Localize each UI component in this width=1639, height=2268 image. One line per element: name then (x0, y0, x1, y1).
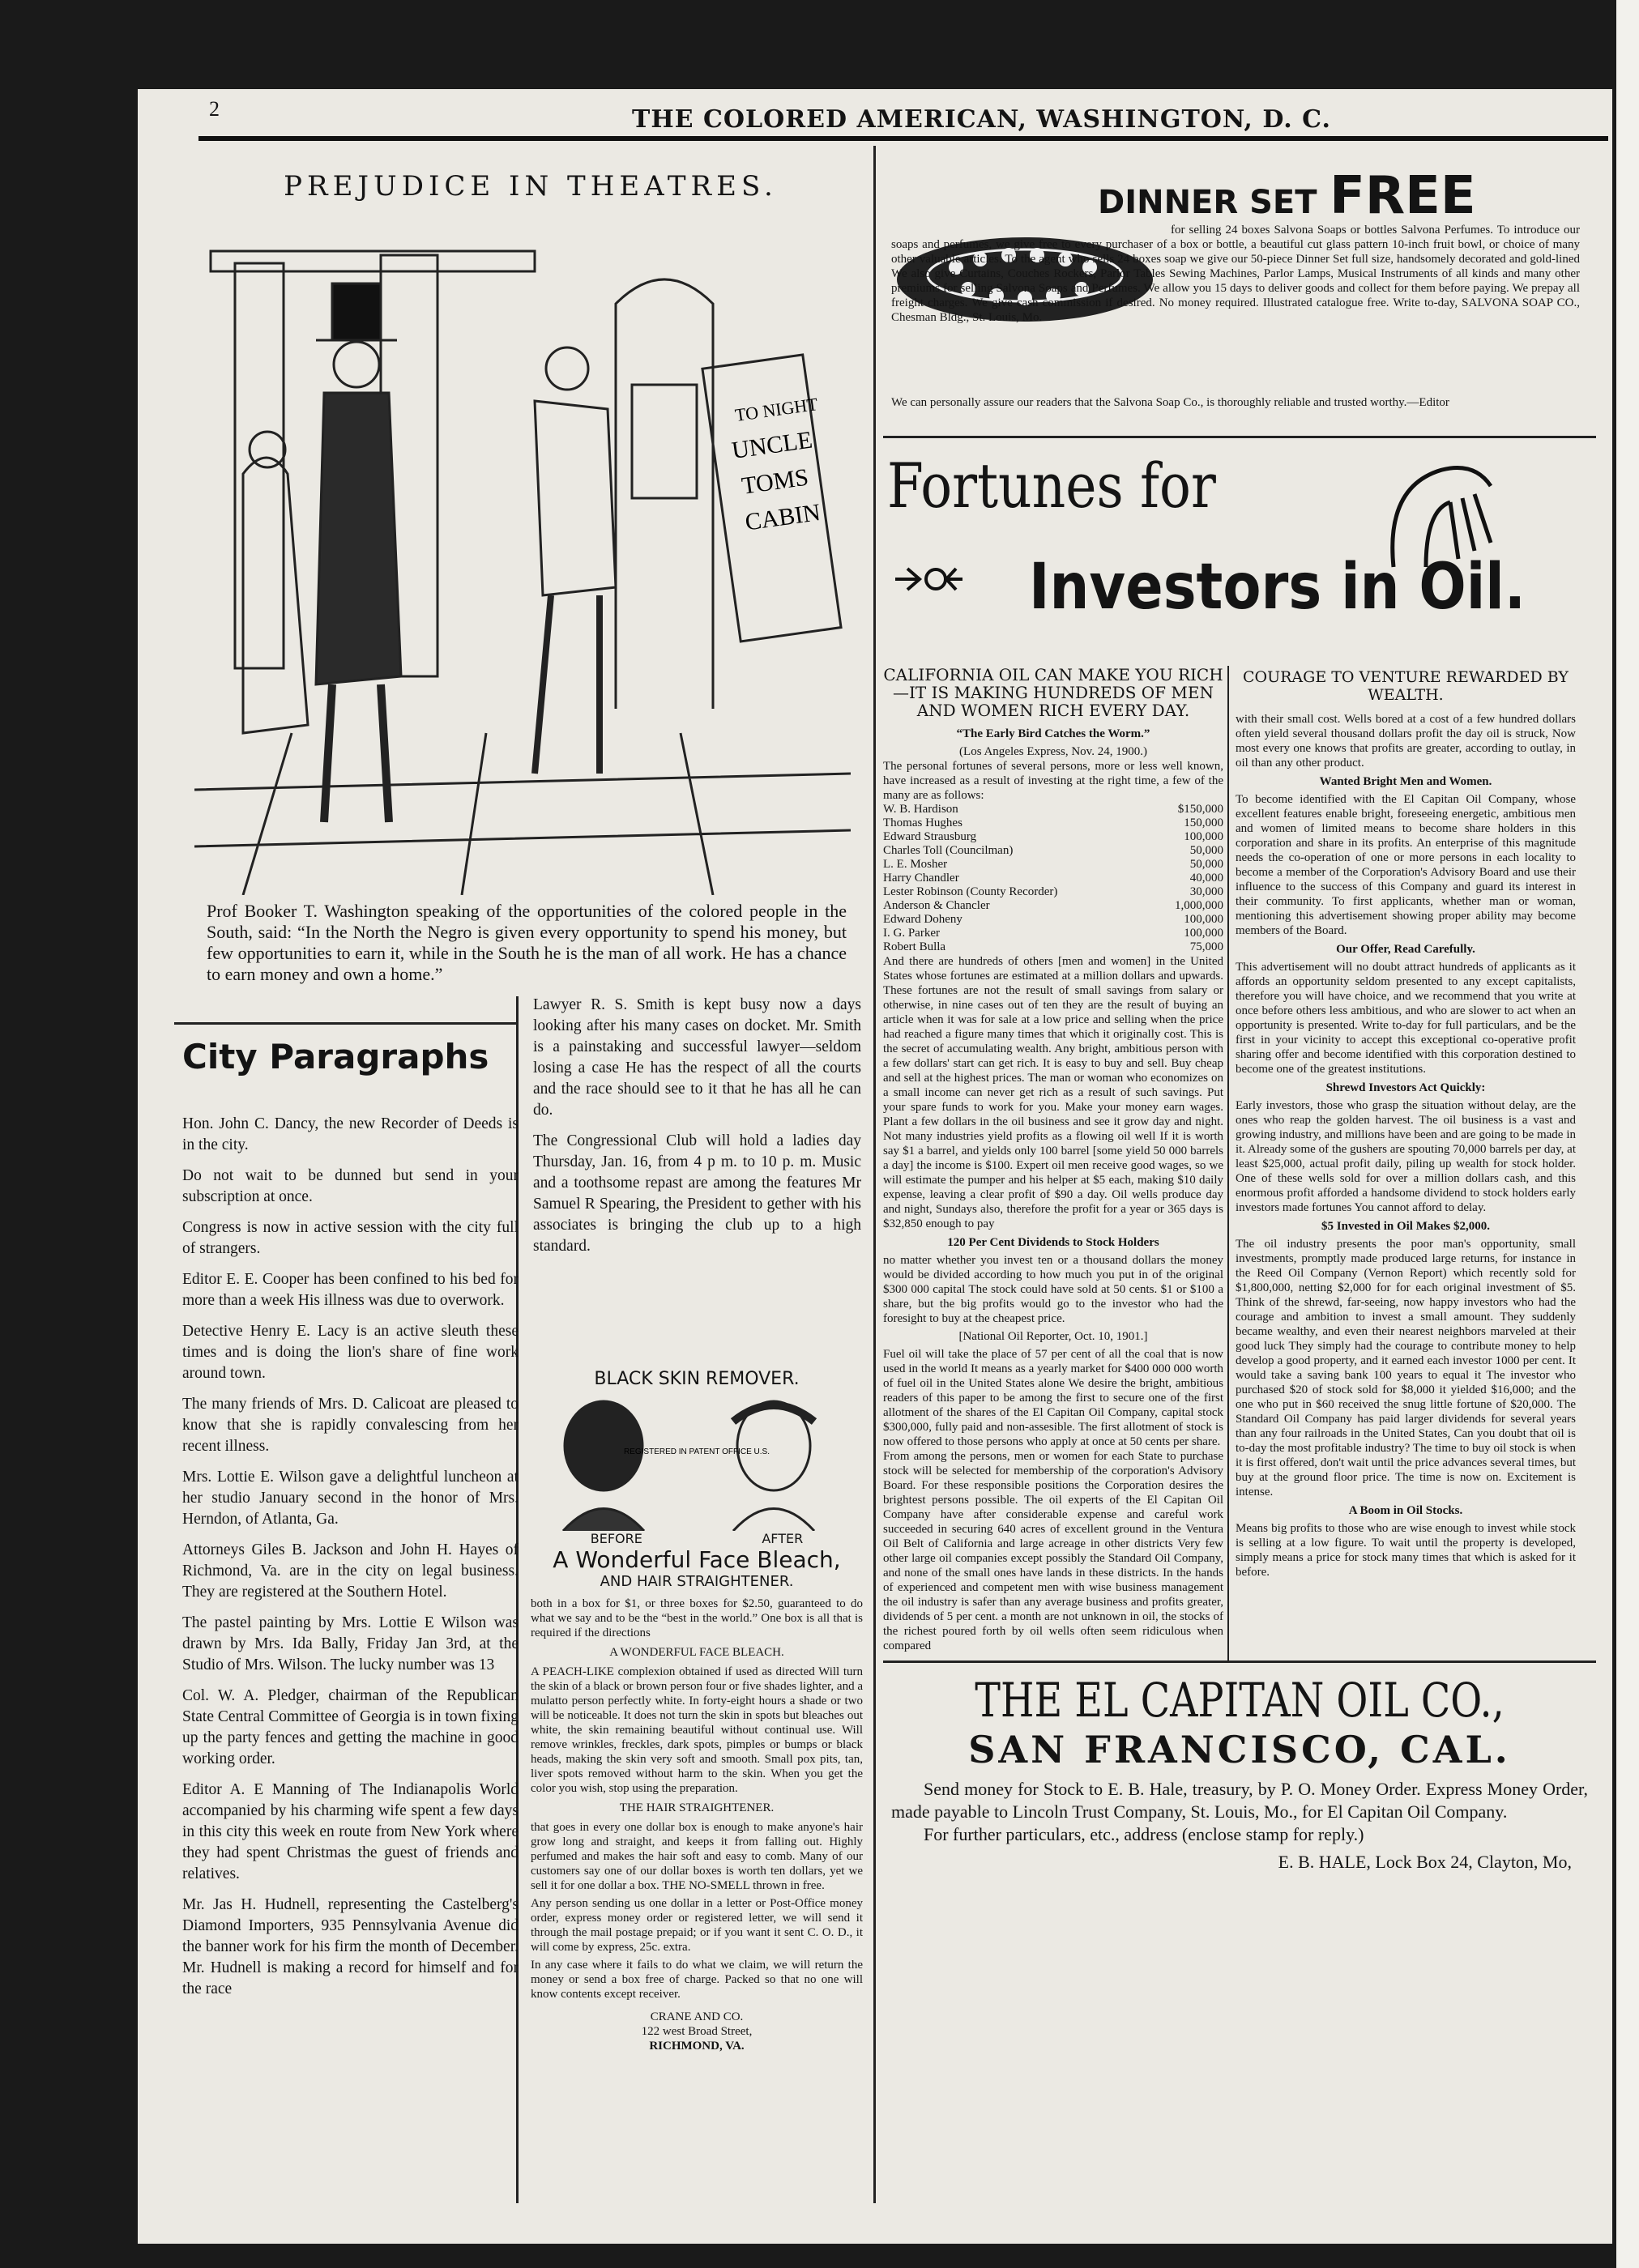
dinner-set-headline (1098, 166, 1476, 226)
ad-body: both in a box for $1, or three boxes for $2.50, guaranteed to do what we say and to be the “best in the world.” One box is all that is required if the directions (531, 1597, 863, 1639)
amount-cell: 40,000 (1189, 872, 1223, 885)
column-headline: CALIFORNIA OIL CAN MAKE YOU RICH—IT IS MAKING HUNDREDS OF MEN AND WOMEN RICH EVERY DAY. (883, 665, 1223, 720)
paragraph: Attorneys Giles B. Jackson and John H. Hayes of Richmond, Va. are in the city on legal business. They are registered at the Southern Hotel. (182, 1541, 519, 1601)
send-instructions: Send money for Stock to E. B. Hale, treasury, by P. O. Money Order. Express Money Order, made payable to Lincoln Trust Company, St. Louis, Mo., for El Capitan Oil Company. (891, 1779, 1588, 1822)
paragraph: And there are hundreds of others [men and women] in the United States whose fortunes are estimated at a million dollars and upwards. These fortunes are not the result of small savings from salary or otherwise, in nine cases out of ten they are the result of buying an article when it was for sale at a low price and selling when the price had reached a figure many times that which it originally cost. This is the secret of accumulating wealth. Any bright, ambitious person with a few dollars' start can get rich. It is easy to buy and sell. Buy cheap and sell at the highest prices. The man or woman who economizes on a small income can never get rich as a result of such savings. Put your spare funds to work for you. Make your money earn wages. Plant a few dollars in the oil business and see it grow day and night. Not many industries yield profits as a flowing oil well If it is worth say $1 a barrel, and yields only 100 barrel [some yield 50 000 barrels a day] the income is $100. Expert oil men receive good wages, so we will estimate the pumper and his helper at $5 each, making $10 daily expense, leaving a clear profit of $90 a day. Oil wells produce day and night, Sundays also, therefore the profit for a year or 365 days is $32,850 enough to pay (883, 955, 1223, 1230)
ad-signature: CRANE AND CO. (650, 2010, 744, 2023)
masthead-title: THE COLORED AMERICAN, WASHINGTON, D. C. (632, 105, 1331, 134)
name-cell: Lester Robinson (County Recorder) (883, 885, 1058, 898)
table-row (883, 844, 1223, 858)
ornament-icon (891, 559, 964, 599)
cartoon-title: PREJUDICE IN THEATRES. (284, 170, 778, 202)
paragraph: Do not wait to be dunned but send in your subscription at once. (182, 1167, 519, 1205)
fortunes-headline: Fortunes for (887, 450, 1216, 522)
signature: E. B. HALE, Lock Box 24, Clayton, Mo, (1278, 1852, 1572, 1872)
sign-text: TOMS (740, 463, 810, 500)
header-rule (198, 136, 1608, 141)
name-cell: Edward Doheny (883, 913, 962, 926)
after-label: AFTER (762, 1531, 804, 1546)
subheading: “The Early Bird Catches the Worm.” (956, 727, 1150, 740)
paragraph: Means big profits to those who are wise enough to invest while stock is selling at a low figure. To wait until the property is developed, simply means a price for stock many times that which is asked for it before. (1236, 1522, 1576, 1579)
subheading: 120 Per Cent Dividends to Stock Holders (947, 1236, 1159, 1249)
amount-cell: 100,000 (1184, 927, 1223, 940)
section-rule (883, 1660, 1596, 1663)
ad-body: that goes in every one dollar box is enough to make anyone's hair grow long and straight, and keeps it from falling out. Highly perfumed and makes the hair soft and easy to comb. Many of our customers say one of our dollar boxes is worth ten dollars, yet we sell it for one dollar a box. THE NO-SMELL thrown in free. (531, 1821, 863, 1892)
amount-cell: $150,000 (1177, 803, 1223, 816)
paragraph: Mr. Jas H. Hudnell, representing the Castelberg's Diamond Importers, 935 Pennsylvania Avenue did the banner work for his firm the month of December. Mr. Hudnell is making a record for himself and for the race (182, 1896, 519, 1997)
source-line: [National Oil Reporter, Oct. 10, 1901.] (958, 1330, 1148, 1343)
name-cell: I. G. Parker (883, 927, 940, 940)
name-cell: L. E. Mosher (883, 858, 948, 871)
subheading: Wanted Bright Men and Women. (1319, 775, 1492, 788)
company-footer (891, 1673, 1588, 1874)
ad-body: Any person sending us one dollar in a letter or Post-Office money order, express money order or registered letter, we will send it through the mail postage prepaid; or if you want it sent C. O. D., it will come by express, 25c. extra. (531, 1897, 863, 1954)
amount-cell: 50,000 (1189, 858, 1223, 871)
name-cell: Thomas Hughes (883, 816, 962, 829)
table-row (883, 899, 1223, 913)
ad-subhead: A WONDERFUL FACE BLEACH. (609, 1646, 784, 1659)
subheading: Shrewd Investors Act Quickly: (1325, 1081, 1486, 1094)
paragraph: The oil industry presents the poor man's opportunity, small investments, promptly made produced large returns, for instance in the Reed Oil Company (Vernon Report) which recently sold for $1,800,000, netting $2,000 for for each original investment of $5. Think of the shrewd, far-seeing, now happy investors who had the courage and ambition to invest a small amount. They suddenly became wealthy, and even their nearest neighbors marveled at their good luck They simply had the courage to contribute money to help develop a good property, and it earned each investor 1000 per cent. It would take a saving bank 100 years to equal it The investor who purchased $20 of stock sold for $8,000 it yielded $16,000; and the one who put in $60 received the snug little fortune of $20,000. The Standard Oil Company has paid larger dividends for several years than any four railroads in the United States, Can you doubt that oil is to-day the most profitable industry? The time to buy oil stock is when it is first offered, don't wait until the price advances several times, but buy at the ground floor price. The time is now on. Excitement is intense. (1236, 1238, 1576, 1498)
paragraph: no matter whether you invest ten or a thousand dollars the money would be divided according to how much you put in of the original $300 000 capital The stock could have sold at 50 cents. $1 or $100 a share, but the big profits would go to the investor who had the foresight to buy at the cheapest price. (883, 1254, 1223, 1325)
table-row (883, 803, 1223, 816)
name-cell: Anderson & Chancler (883, 899, 990, 912)
section-title: City Paragraphs (182, 1037, 489, 1076)
dinner-set-footer: We can personally assure our readers that the Salvona Soap Co., is thoroughly reliable and trusted worthy.—Editor (891, 396, 1449, 409)
table-row (883, 940, 1223, 954)
ad-subhead: THE HAIR STRAIGHTENER. (619, 1801, 775, 1814)
table-row (883, 830, 1223, 844)
amount-cell: 75,000 (1189, 940, 1223, 953)
subheading: $5 Invested in Oil Makes $2,000. (1321, 1220, 1490, 1233)
column-headline: COURAGE TO VENTURE REWARDED BY WEALTH. (1243, 668, 1569, 704)
paragraph: with their small cost. Wells bored at a cost of a few hundred dollars often yield several thousand dollars profit the day oil is struck, Now most every one knows that profits are greater, according to outlay, in oil than any other product. (1236, 713, 1576, 770)
paragraph: To become identified with the El Capitan Oil Company, whose excellent features enable bright, foreseeing energetic, ambitious men and women of limited means to become share holders in this corporation and share in its profits. An enterprise of this magnitude needs the co-operation of one or more persons in each locality to become a member of the Corporation's Advisory Board and use their influence to the success of this Company and guard its interest in their community. To first applicants, whether man or woman, mentioning this advertisement showing proper ability may become members of the Board. (1236, 793, 1576, 937)
paragraph: Col. W. A. Pledger, chairman of the Republican State Central Committee of Georgia is in town fixing up the party fences and getting the machine in good working order. (182, 1687, 519, 1767)
paragraph: Hon. John C. Dancy, the new Recorder of Deeds is in the city. (182, 1115, 519, 1153)
paragraph: Editor E. E. Cooper has been confined to his bed for more than a week His illness was due to overwork. (182, 1271, 519, 1309)
table-row (883, 872, 1223, 885)
further-particulars: For further particulars, etc., address (enclose stamp for reply.) (924, 1824, 1364, 1844)
table-row (883, 927, 1223, 940)
amount-cell: 1,000,000 (1175, 899, 1223, 912)
paragraph: Editor A. E Manning of The Indianapolis World accompanied by his charming wife spent a few days in this city this week en route from New York where they had spent Christmas the guest of friends and relatives. (182, 1781, 519, 1882)
oil-drop-icon (1377, 454, 1499, 575)
amount-cell: 50,000 (1189, 844, 1223, 857)
section-rule (174, 1022, 519, 1025)
section-rule (883, 436, 1596, 438)
oil-ad-column-2 (1236, 668, 1576, 1580)
ad-subline: AND HAIR STRAIGHTENER. (600, 1573, 794, 1590)
source-line: (Los Angeles Express, Nov. 24, 1900.) (959, 745, 1147, 758)
amount-cell: 30,000 (1189, 885, 1223, 898)
paragraph: The Congressional Club will hold a ladies day Thursday, Jan. 16, from 4 p m. to 10 p. m. Music and a toothsome repast are among the features Mr Samuel R Spearing, the President to gether with his associates is bringing the club up to a high standard. (533, 1132, 861, 1255)
scan-margin (1616, 0, 1639, 2268)
paragraph: Fuel oil will take the place of 57 per cent of all the coal that is now used in the world It means as a yearly market for $400 000 000 worth of fuel oil in the United States alone We desire the bright, ambitious readers of this paper to be among the first to secure one of the first allotment of the shares of the El Capitan Oil Company, capital stock $300,000, fully paid and non-assesible. The first allotment of stock is now offered to those persons who apply at once at 50 cents per share. (883, 1348, 1223, 1448)
paragraph: Congress is now in active session with the city full of strangers. (182, 1219, 519, 1257)
paragraph: This advertisement will no doubt attract hundreds of applicants as it affords an opportunity seldom presented to any except capitalists, therefore you will have choice, and we recommend that you write at once before others less ambitious, and who are slower to act when an opportunity is presented. Write to-day for full particulars, and be the first in your vicinity to accept this exceptional co-operative profit sharing offer and become identified with this corporation destined to become one of the greatest institutions. (1236, 961, 1576, 1076)
fortunes-table (883, 803, 1223, 954)
sign-text: TO NIGHT (733, 394, 819, 426)
sign-text: CABIN (743, 498, 822, 536)
amount-cell: 100,000 (1184, 913, 1223, 926)
ad-body: In any case where it fails to do what we claim, we will return the money or send a box free of charge. Packed so that no one will know contents except receiver. (531, 1959, 863, 2001)
table-row (883, 913, 1223, 927)
ad-headline: BLACK SKIN REMOVER. (594, 1369, 800, 1389)
free-text: FREE (1330, 166, 1476, 226)
column-rule (873, 146, 876, 2203)
city-paragraphs-column-2 (533, 995, 861, 1267)
name-cell: W. B. Hardison (883, 803, 958, 816)
table-row (883, 858, 1223, 872)
city-paragraphs-column (182, 1114, 519, 2010)
oil-ad-column-1 (883, 666, 1223, 1653)
name-cell: Harry Chandler (883, 872, 959, 885)
paragraph: Mrs. Lottie E. Wilson gave a delightful luncheon at her studio January second in the honor of Mrs. Herndon, of Atlanta, Ga. (182, 1469, 519, 1528)
subheading: Our Offer, Read Carefully. (1336, 943, 1475, 956)
before-after-illustration (531, 1389, 863, 1531)
investors-headline: Investors in Oil. (1029, 551, 1526, 624)
before-label: BEFORE (590, 1531, 642, 1546)
cartoon-illustration (194, 207, 851, 895)
sign-text: UNCLE (730, 426, 814, 465)
paragraph: Lawyer R. S. Smith is kept busy now a days looking after his many cases on docket. Mr. Smith is a painstaking and successful lawyer—seldom losing a case He has the respect of all the courts and the race should see to it that he has all he can do. (533, 996, 861, 1119)
patent-stamp: REGISTERED IN PATENT OFFICE U.S. (623, 1447, 770, 1456)
dinner-set-text: DINNER SET (1098, 184, 1317, 221)
name-cell: Robert Bulla (883, 940, 946, 953)
company-city: SAN FRANCISCO, CAL. (968, 1728, 1511, 1771)
black-skin-remover-ad (531, 1369, 863, 2053)
ad-big-line: A Wonderful Face Bleach, (553, 1546, 841, 1573)
cartoon-caption: Prof Booker T. Washington speaking of the opportunities of the colored people in the South, said: “In the North the Negro is given every opportunity to spend his money, but few opportunities to earn it, while in the South he is the man of all work. He has a chance to earn money and own a home.” (207, 901, 847, 984)
ad-city: RICHMOND, VA. (649, 2040, 745, 2053)
paragraph: The pastel painting by Mrs. Lottie E Wilson was drawn by Mrs. Ida Bally, Friday Jan 3rd, at the Studio of Mrs. Wilson. The lucky number was 13 (182, 1614, 519, 1673)
column-rule (1227, 666, 1229, 1662)
company-name: THE EL CAPITAN OIL CO., (975, 1673, 1505, 1728)
dinner-set-body: for selling 24 boxes Salvona Soaps or bottles Salvona Perfumes. To introduce our soaps and perfumes, we give free to every purchaser of a box or bottle, a beautiful cut glass pattern 10-inch fruit bowl, or choice of many other valuable articles. To the agent who sells 24 boxes soap we give our 50-piece Dinner Set full size, handsomely decorated and gold-lined We also give Curtains, Couches Rockers, Parlor Tables Sewing Machines, Parlor Lamps, Musical Instruments of all kinds and many other premiums for selling Salvona Soaps and Perfumes. We allow you 15 days to deliver goods and collect for them before paying. We prepay all freight charges. We give cash commission if desired. No money required. Illustrated catalogue free. Write to-day, SALVONA SOAP CO., Chesman Bldg., St. Louis, Mo. (891, 224, 1580, 324)
name-cell: Edward Strausburg (883, 830, 977, 843)
name-cell: Charles Toll (Councilman) (883, 844, 1014, 857)
paragraph: The many friends of Mrs. D. Calicoat are pleased to know that she is rapidly convalescing from her recent illness. (182, 1396, 519, 1455)
amount-cell: 100,000 (1184, 830, 1223, 843)
page-number: 2 (209, 97, 220, 121)
amount-cell: 150,000 (1184, 816, 1223, 829)
table-row (883, 816, 1223, 830)
subheading: A Boom in Oil Stocks. (1348, 1504, 1463, 1517)
paragraph: Early investors, those who grasp the situation without delay, are the ones who reap the golden harvest. The oil business is a vast and growing industry, and millions have been and are going to be made in it. Already some of the gushers are spouting 70,000 barrels per day, at least $25,000, actual profit daily, piling up wealth for stock holder. One of these wells sold for over a million dollars cash, and this enormous profit afforded a handsome dividend to stock holders early investors made fortunes You cannot afford to delay. (1236, 1099, 1576, 1214)
before-after-labels (531, 1531, 863, 1546)
paragraph: The personal fortunes of several persons, more or less well known, have increased as a result of investing at the right time, a few of the many are as follows: (883, 760, 1223, 802)
paragraph: Detective Henry E. Lacy is an active sleuth these times and is doing the lion's share of fine work around town. (182, 1323, 519, 1382)
table-row (883, 885, 1223, 899)
ad-address: 122 west Broad Street, (641, 2025, 753, 2038)
paragraph: From among the persons, men or women for each State to purchase stock will be selected for membership of the corporation's Advisory Board. For these responsible positions the Corporation desires the brightest persons possible. The oil experts of the El Capitan Oil Company have after considerable expense and careful work succeeded in securing 640 acres of excellent ground in the Ventura Oil Belt of California and large acreage in other districts Very few other large oil companies except possibly the Standard Oil Company, and none of the small ones have lands in these districts. In the hands of experienced and competent men with wise business management the oil industry is safer than any average business and profits greater, dividends of 5 per cent. a month are not unknown in oil, the stocks of the richest poured forth by oil wells often seem ridiculous when compared (883, 1450, 1223, 1652)
ad-body: A PEACH-LIKE complexion obtained if used as directed Will turn the skin of a black or brown person four or five shades lighter, and a mulatto person perfectly white. In forty-eight hours a shade or two will be noticeable. It does not turn the skin in spots but bleaches out white, the skin remaining beautiful without continual use. Will remove wrinkles, freckles, dark spots, pimples or bumps or black heads, making the skin very soft and smooth. Small pox pits, tan, liver spots removed without harm to the skin. When you get the color you wish, stop using the preparation. (531, 1665, 863, 1795)
